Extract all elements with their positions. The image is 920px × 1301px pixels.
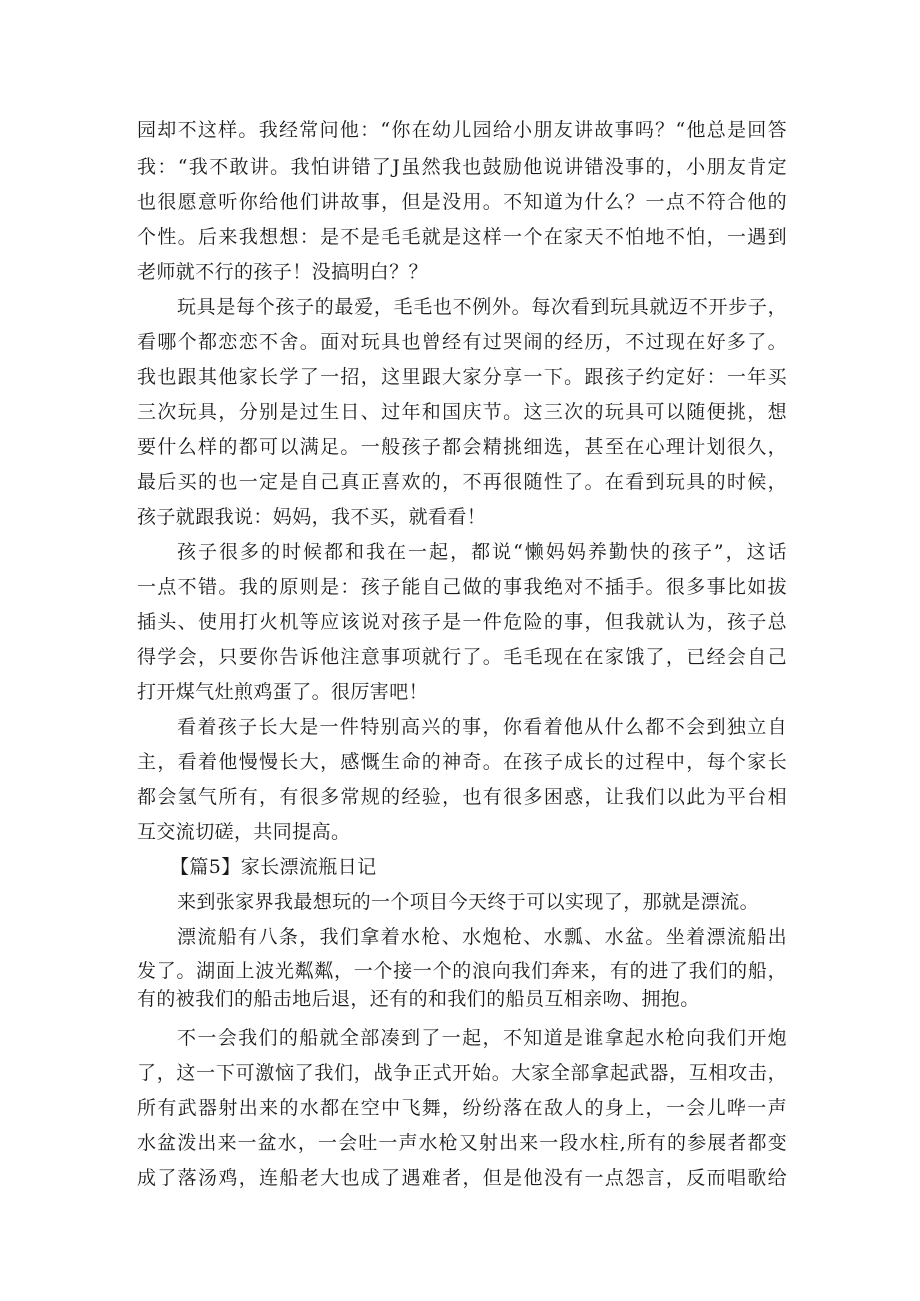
paragraph-line: 不一会我们的船就全部凑到了一起，不知道是谁拿起水枪向我们开炮: [177, 1027, 787, 1049]
paragraph-line: 一点不错。我的原则是：孩子能自己做的事我绝对不插手。很多事比如拔: [137, 576, 787, 598]
section-heading: 【篇5】家长漂流瓶日记: [170, 856, 377, 878]
paragraph-line: 插头、使用打火机等应该说对孩子是一件危险的事，但我就认为，孩子总: [137, 611, 787, 633]
paragraph-line: 我也跟其他家长学了一招，这里跟大家分享一下。跟孩子约定好：一年买: [137, 366, 787, 388]
paragraph-line: 成了落汤鸡，连船老大也成了遇难者，但是他没有一点怨言，反而唱歌给: [137, 1167, 787, 1189]
paragraph-line: 得学会，只要你告诉他注意事项就行了。毛毛现在在家饿了，已经会自己: [137, 646, 787, 668]
paragraph-line: 三次玩具，分别是过生日、过年和国庆节。这三次的玩具可以随便挑，想: [137, 401, 787, 423]
paragraph-line: 漂流船有八条，我们拿着水枪、水炮枪、水瓢、水盆。坐着漂流船出: [177, 926, 787, 948]
paragraph-line: 要什么样的都可以满足。一般孩子都会精挑细选，甚至在心理计划很久，: [137, 436, 787, 458]
paragraph-line: 都会氢气所有，有很多常规的经验，也有很多困惑，让我们以此为平台相: [137, 786, 787, 808]
paragraph-line: 园却不这样。我经常问他：“你在幼儿园给小朋友讲故事吗？“他总是回答: [137, 119, 787, 141]
paragraph-line: 我：“我不敢讲。我怕讲错了J虽然我也鼓励他说讲错没事的，小朋友肯定: [137, 156, 787, 178]
paragraph-line: 来到张家界我最想玩的一个项目今天终于可以实现了，那就是漂流。: [177, 891, 760, 913]
paragraph-line: 玩具是每个孩子的最爱，毛毛也不例外。每次看到玩具就迈不开步子，: [177, 296, 787, 318]
paragraph-line: 水盆泼出来一盆水，一会吐一声水枪又射出来一段水柱,所有的参展者都变: [137, 1132, 787, 1154]
paragraph-line: 所有武器射出来的水都在空中飞舞，纷纷落在敌人的身上，一会儿哗一声: [137, 1097, 787, 1119]
paragraph-line: 老师就不行的孩子！没搞明白？？: [137, 261, 429, 283]
paragraph-line: 发了。湖面上波光粼粼，一个接一个的浪向我们奔来，有的进了我们的船，: [137, 960, 787, 982]
paragraph-line: 孩子就跟我说：妈妈，我不买，就看看！: [137, 506, 487, 528]
paragraph-line: 看着孩子长大是一件特别高兴的事，你看着他从什么都不会到独立自: [177, 716, 787, 738]
paragraph-line: 打开煤气灶煎鸡蛋了。很厉害吧！: [137, 681, 429, 703]
paragraph-line: 孩子很多的时候都和我在一起，都说“懒妈妈养勤快的孩子”，这话: [177, 541, 787, 563]
paragraph-line: 了，这一下可激恼了我们，战争正式开始。大家全部拿起武器，互相攻击，: [137, 1062, 787, 1084]
paragraph-line: 主，看着他慢慢长大，感慨生命的神奇。在孩子成长的过程中，每个家长: [137, 751, 787, 773]
paragraph-line: 也很愿意听你给他们讲故事，但是没用。不知道为什么？一点不符合他的: [137, 191, 787, 213]
paragraph-line: 个性。后来我想想：是不是毛毛就是这样一个在家天不怕地不怕，一遇到: [137, 226, 787, 248]
paragraph-line: 最后买的也一定是自己真正喜欢的，不再很随性了。在看到玩具的时候，: [137, 471, 787, 493]
paragraph-line: 有的被我们的船击地后退，还有的和我们的船员互相亲吻、拥抱。: [137, 988, 700, 1010]
paragraph-line: 互交流切磋，共同提高。: [137, 821, 351, 843]
paragraph-line: 看哪个都恋恋不舍。面对玩具也曾经有过哭闹的经历，不过现在好多了。: [137, 331, 787, 353]
